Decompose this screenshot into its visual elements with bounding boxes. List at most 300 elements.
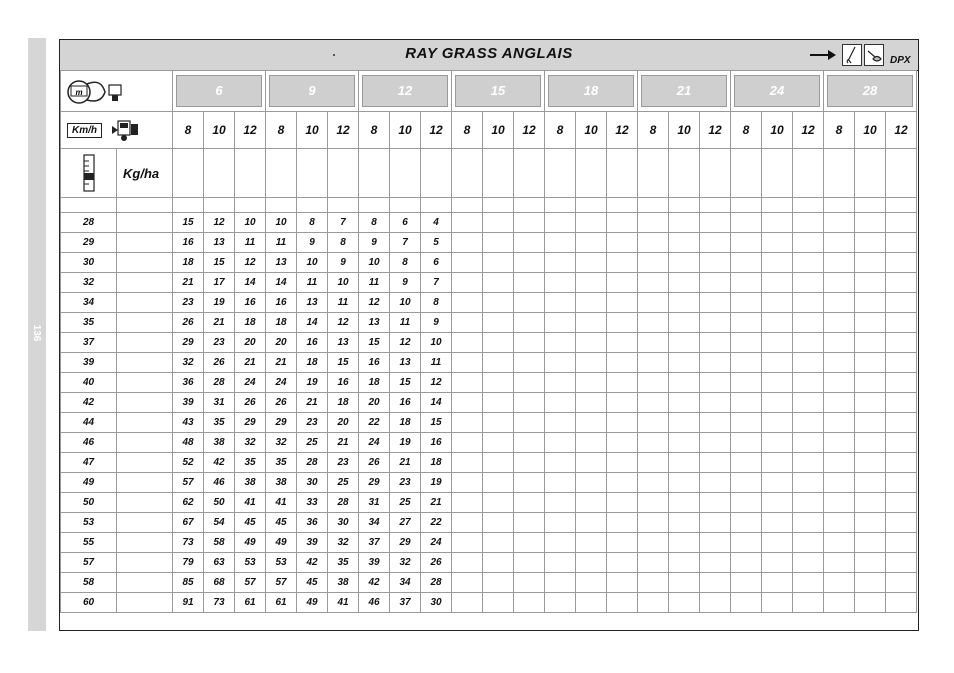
rate-value-cell: 18 [235,313,266,333]
rate-value-cell: 16 [266,293,297,313]
rate-value-cell: 23 [390,473,421,493]
row-key-cell: 57 [61,553,117,573]
rate-value-cell: 26 [235,393,266,413]
empty-cell [793,373,824,393]
empty-cell [886,333,917,353]
row-key-cell: 32 [61,273,117,293]
empty-cell [731,233,762,253]
rate-value-cell: 16 [297,333,328,353]
rate-value-cell: 32 [235,433,266,453]
empty-cell [483,473,514,493]
spacer-cell [61,198,117,213]
empty-cell [824,513,855,533]
empty-cell [700,333,731,353]
empty-cell [824,433,855,453]
rate-value-cell: 14 [421,393,452,413]
empty-cell [117,413,173,433]
empty-cell [700,233,731,253]
rate-value-cell: 19 [297,373,328,393]
rate-header-row [61,149,917,198]
empty-cell [793,273,824,293]
empty-cell [731,573,762,593]
rate-value-cell: 30 [421,593,452,613]
empty-cell [545,333,576,353]
empty-cell [576,233,607,253]
rate-value-cell: 49 [266,533,297,553]
rate-value-cell: 24 [266,373,297,393]
empty-cell [117,393,173,413]
empty-cell [824,553,855,573]
speed-cell: 10 [390,112,421,149]
empty-cell [173,198,204,213]
empty-cell [117,473,173,493]
empty-cell [793,353,824,373]
band-header-cell [359,71,452,112]
rate-value-cell: 42 [297,553,328,573]
empty-cell [793,573,824,593]
empty-cell [700,293,731,313]
empty-cell [700,393,731,413]
empty-cell [793,233,824,253]
empty-cell [576,353,607,373]
empty-cell [731,513,762,533]
empty-cell [638,453,669,473]
empty-cell [545,473,576,493]
empty-cell [576,513,607,533]
empty-cell [793,453,824,473]
empty-cell [483,253,514,273]
empty-cell [855,233,886,253]
empty-cell [669,253,700,273]
rate-value-cell: 38 [235,473,266,493]
empty-cell [886,313,917,333]
empty-cell [886,393,917,413]
empty-cell [514,313,545,333]
empty-cell [359,149,390,198]
rate-value-cell: 10 [390,293,421,313]
row-key-cell: 30 [61,253,117,273]
empty-cell [886,273,917,293]
empty-cell [793,293,824,313]
empty-cell [700,253,731,273]
empty-cell [545,493,576,513]
band-label: 21 [641,75,727,107]
empty-cell [117,293,173,313]
band-header-cell [545,71,638,112]
empty-cell [452,313,483,333]
speed-unit-label: Km/h [67,123,102,138]
band-header-cell [452,71,545,112]
table-row [61,453,917,473]
empty-cell [117,213,173,233]
rate-value-cell: 15 [421,413,452,433]
empty-cell [855,513,886,533]
empty-cell [824,293,855,313]
empty-cell [452,373,483,393]
empty-cell [607,213,638,233]
rate-value-cell: 32 [266,433,297,453]
empty-cell [297,149,328,198]
empty-cell [117,573,173,593]
empty-cell [700,433,731,453]
band-header-cell [731,71,824,112]
rate-value-cell: 11 [328,293,359,313]
rate-value-cell: 36 [297,513,328,533]
rate-value-cell: 15 [390,373,421,393]
empty-cell [762,373,793,393]
rate-value-cell: 57 [235,573,266,593]
speed-cell: 8 [824,112,855,149]
row-key-cell: 49 [61,473,117,493]
empty-cell [669,233,700,253]
empty-cell [762,149,793,198]
empty-cell [700,213,731,233]
harrow-tine-icon [842,44,862,66]
seeding-chart-sheet [59,39,919,631]
empty-cell [855,433,886,453]
empty-cell [793,313,824,333]
rate-value-cell: 52 [173,453,204,473]
title-bar [60,40,918,71]
rate-value-cell: 23 [173,293,204,313]
rate-value-cell: 26 [204,353,235,373]
empty-cell [793,413,824,433]
row-key-cell: 28 [61,213,117,233]
rate-value-cell: 73 [204,593,235,613]
empty-cell [117,253,173,273]
rate-value-cell: 20 [266,333,297,353]
empty-cell [762,353,793,373]
rate-value-cell: 25 [328,473,359,493]
empty-cell [235,149,266,198]
rate-value-cell: 18 [266,313,297,333]
row-key-cell: 29 [61,233,117,253]
empty-cell [824,373,855,393]
rate-value-cell: 15 [359,333,390,353]
rate-value-cell: 45 [235,513,266,533]
empty-cell [514,253,545,273]
rate-value-cell: 13 [359,313,390,333]
empty-cell [576,533,607,553]
empty-cell [514,273,545,293]
rate-value-cell: 15 [328,353,359,373]
empty-cell [700,453,731,473]
row-key-cell: 34 [61,293,117,313]
empty-cell [886,213,917,233]
empty-cell [545,293,576,313]
empty-cell [576,493,607,513]
empty-cell [762,593,793,613]
rate-value-cell: 8 [421,293,452,313]
empty-cell [700,353,731,373]
empty-cell [731,213,762,233]
rate-value-cell: 54 [204,513,235,533]
rate-value-cell: 14 [297,313,328,333]
empty-cell [452,273,483,293]
page-title: RAY GRASS ANGLAIS [405,45,573,62]
empty-cell [700,553,731,573]
empty-cell [607,253,638,273]
empty-cell [514,353,545,373]
rate-value-cell: 16 [328,373,359,393]
empty-cell [669,333,700,353]
rate-value-cell: 53 [235,553,266,573]
row-key-cell: 55 [61,533,117,553]
rate-value-cell: 28 [297,453,328,473]
rate-value-cell: 21 [297,393,328,413]
empty-cell [638,273,669,293]
empty-cell [483,233,514,253]
empty-cell [514,233,545,253]
empty-cell [824,413,855,433]
empty-cell [638,253,669,273]
rate-value-cell: 38 [266,473,297,493]
empty-cell [607,433,638,453]
rate-value-cell: 8 [359,213,390,233]
rate-value-cell: 29 [359,473,390,493]
empty-cell [452,413,483,433]
empty-cell [576,593,607,613]
rate-value-cell: 32 [328,533,359,553]
rate-value-cell: 23 [328,453,359,473]
empty-cell [483,353,514,373]
rate-value-cell: 41 [266,493,297,513]
empty-cell [452,533,483,553]
empty-cell [607,573,638,593]
empty-cell [762,273,793,293]
speed-cell: 12 [793,112,824,149]
row-key-cell: 40 [61,373,117,393]
rate-value-cell: 5 [421,233,452,253]
empty-cell [669,198,700,213]
empty-cell [793,473,824,493]
rate-value-cell: 19 [204,293,235,313]
empty-cell [669,433,700,453]
rate-value-cell: 13 [328,333,359,353]
rate-value-cell: 21 [266,353,297,373]
empty-cell [855,453,886,473]
empty-cell [390,198,421,213]
rate-value-cell: 57 [266,573,297,593]
empty-cell [669,533,700,553]
empty-cell [824,533,855,553]
empty-cell [545,513,576,533]
empty-cell [855,213,886,233]
empty-cell [514,333,545,353]
empty-cell [359,198,390,213]
empty-cell [545,213,576,233]
rate-unit-label: Kg/ha [117,149,173,198]
empty-cell [638,353,669,373]
rate-value-cell: 12 [328,313,359,333]
empty-cell [886,433,917,453]
empty-cell [700,493,731,513]
band-header-cell [824,71,917,112]
empty-cell [452,353,483,373]
empty-cell [762,293,793,313]
rate-value-cell: 42 [359,573,390,593]
empty-cell [576,573,607,593]
empty-cell [824,573,855,593]
empty-cell [886,353,917,373]
rate-value-cell: 10 [266,213,297,233]
empty-cell [855,413,886,433]
empty-cell [483,553,514,573]
empty-cell [607,413,638,433]
band-header-cell [266,71,359,112]
empty-cell [824,333,855,353]
empty-cell [204,198,235,213]
empty-cell [117,233,173,253]
empty-cell [514,453,545,473]
empty-cell [793,533,824,553]
empty-cell [824,473,855,493]
empty-cell [483,149,514,198]
empty-cell [731,413,762,433]
rate-value-cell: 41 [328,593,359,613]
empty-cell [855,573,886,593]
empty-cell [731,533,762,553]
empty-cell [576,313,607,333]
empty-cell [452,393,483,413]
speed-cell: 8 [638,112,669,149]
empty-cell [793,213,824,233]
rate-value-cell: 26 [421,553,452,573]
empty-cell [731,149,762,198]
rate-value-cell: 4 [421,213,452,233]
speed-cell: 12 [514,112,545,149]
empty-cell [731,373,762,393]
empty-cell [855,253,886,273]
empty-cell [514,198,545,213]
table-row [61,353,917,373]
rate-value-cell: 21 [421,493,452,513]
rate-value-cell: 63 [204,553,235,573]
empty-cell [669,593,700,613]
rate-value-cell: 11 [421,353,452,373]
rate-value-cell: 16 [359,353,390,373]
table-row [61,433,917,453]
speed-cell: 8 [452,112,483,149]
page-number: 136 [31,324,43,342]
rate-value-cell: 17 [204,273,235,293]
empty-cell [638,413,669,433]
empty-cell [117,533,173,553]
rate-value-cell: 32 [173,353,204,373]
spacer-cell [117,198,173,213]
empty-cell [514,373,545,393]
empty-cell [824,149,855,198]
empty-cell [452,553,483,573]
rate-value-cell: 10 [328,273,359,293]
empty-cell [576,453,607,473]
arrow-right-icon [810,49,836,61]
rate-value-cell: 9 [390,273,421,293]
empty-cell [731,198,762,213]
rate-value-cell: 16 [390,393,421,413]
rate-value-cell: 57 [173,473,204,493]
rate-value-cell: 22 [421,513,452,533]
empty-cell [793,198,824,213]
rate-value-cell: 58 [204,533,235,553]
empty-cell [731,553,762,573]
empty-cell [855,473,886,493]
empty-cell [793,433,824,453]
empty-cell [117,333,173,353]
empty-cell [886,493,917,513]
speed-cell: 10 [297,112,328,149]
empty-cell [607,593,638,613]
empty-cell [700,198,731,213]
empty-cell [824,453,855,473]
empty-cell [452,198,483,213]
empty-cell [545,373,576,393]
empty-cell [855,553,886,573]
empty-cell [762,553,793,573]
empty-cell [117,493,173,513]
speed-cell: 8 [731,112,762,149]
empty-cell [328,198,359,213]
empty-cell [452,149,483,198]
row-key-cell: 47 [61,453,117,473]
empty-cell [173,149,204,198]
empty-cell [731,333,762,353]
empty-cell [483,213,514,233]
rate-value-cell: 11 [266,233,297,253]
rate-value-cell: 39 [173,393,204,413]
empty-cell [824,393,855,413]
band-header-cell [173,71,266,112]
empty-cell [576,393,607,413]
rate-value-cell: 21 [173,273,204,293]
empty-cell [483,593,514,613]
empty-cell [731,273,762,293]
rate-value-cell: 21 [390,453,421,473]
empty-cell [731,473,762,493]
empty-cell [452,333,483,353]
rate-value-cell: 28 [328,493,359,513]
rate-value-cell: 22 [359,413,390,433]
empty-cell [607,198,638,213]
empty-cell [669,273,700,293]
empty-cell [762,253,793,273]
rate-value-cell: 35 [204,413,235,433]
empty-cell [669,413,700,433]
rate-value-cell: 7 [328,213,359,233]
rate-value-cell: 7 [421,273,452,293]
spacer-row [61,198,917,213]
empty-cell [638,213,669,233]
empty-cell [855,353,886,373]
empty-cell [793,149,824,198]
rate-value-cell: 38 [328,573,359,593]
empty-cell [545,313,576,333]
empty-cell [886,233,917,253]
empty-cell [855,198,886,213]
row-key-cell: 53 [61,513,117,533]
rate-value-cell: 36 [173,373,204,393]
band-label: 6 [176,75,262,107]
rate-value-cell: 8 [297,213,328,233]
hopper-icon-cell [61,71,173,112]
empty-cell [421,149,452,198]
rate-value-cell: 9 [297,233,328,253]
empty-cell [607,373,638,393]
empty-cell [545,233,576,253]
empty-cell [886,198,917,213]
table-row [61,493,917,513]
empty-cell [824,213,855,233]
